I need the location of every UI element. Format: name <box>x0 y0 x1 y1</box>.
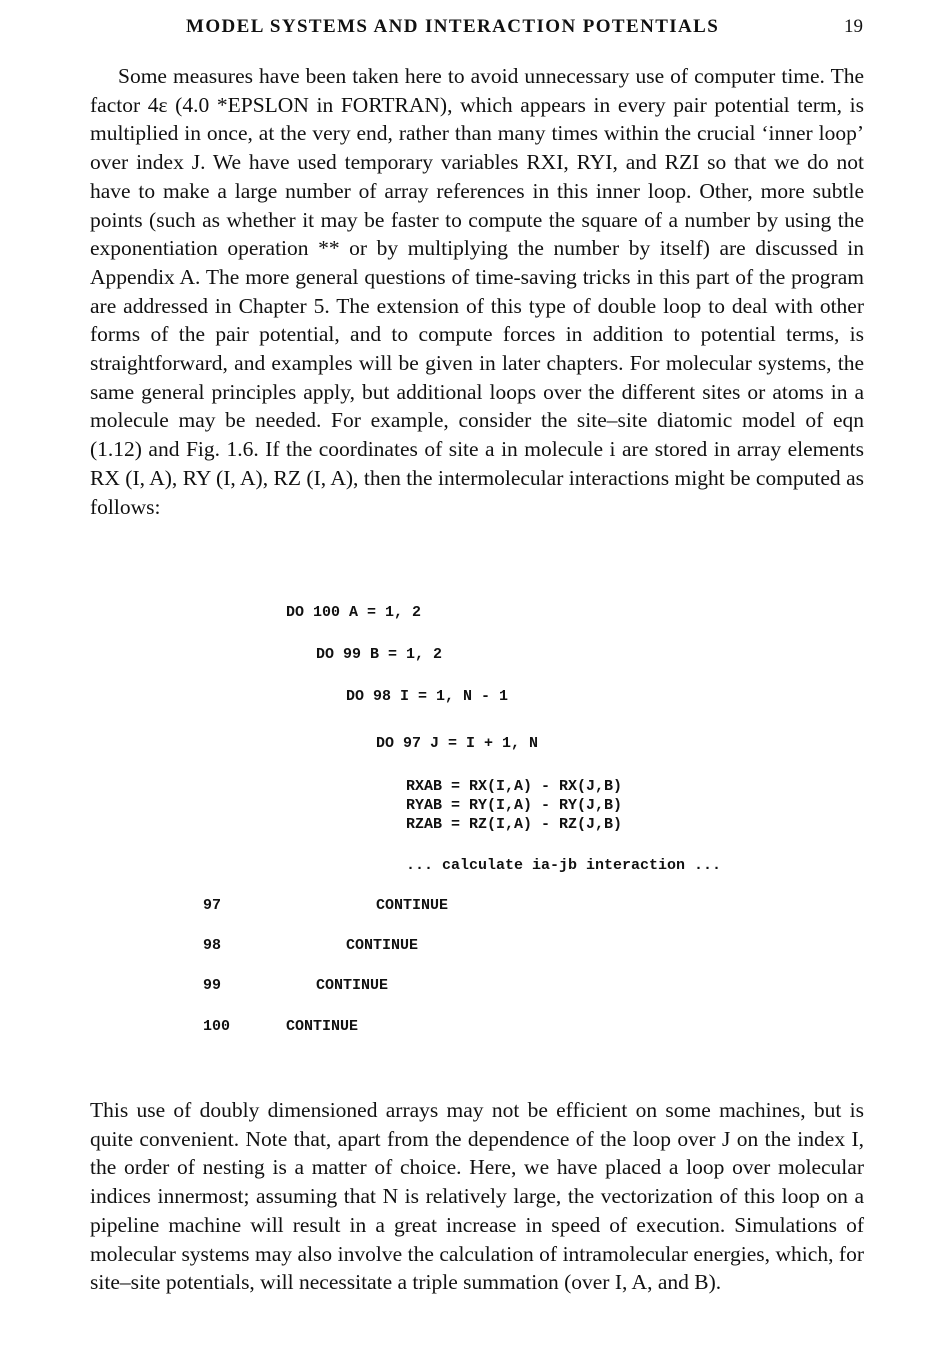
code-line-do-97: DO 97 J = I + 1, N <box>376 735 539 752</box>
code-line-ryab: RYAB = RY(I,A) - RY(J,B) <box>406 797 623 814</box>
code-line-do-100: DO 100 A = 1, 2 <box>286 604 422 621</box>
page-number: 19 <box>844 16 863 37</box>
code-line-continue-98: CONTINUE <box>346 937 419 954</box>
statement-label-99: 99 <box>203 977 222 994</box>
code-line-rxab: RXAB = RX(I,A) - RX(J,B) <box>406 778 623 795</box>
statement-label-100: 100 <box>203 1018 231 1035</box>
code-line-continue-100: CONTINUE <box>286 1018 359 1035</box>
statement-label-97: 97 <box>203 897 222 914</box>
body-paragraph-1: Some measures have been taken here to avoid unnecessary use of computer time. The factor 4ε (4.0 *EPSLON in FORTRAN), which appears in every pair potential term, is multiplied in once, at the very end, rather than many times within the crucial ‘inner loop’ over index J. We have used temporary variables RXI, RYI, and RZI so that we do not have to make a large number of array references in this inner loop. Other, more subtle points (such as whether it may be faster to compute the square of a number by using the exponentiation operation ** or by multiplying the number by itself) are discussed in Appendix A. The more general questions of time-saving tricks in this part of the program are addressed in Chapter 5. The extension of this type of double loop to deal with other forms of the pair potential, and to compute forces in addition to potential terms, is straightforward, and examples will be given in later chapters. For molecular systems, the same general principles apply, but additional loops over the different sites or atoms in a molecule may be needed. For example, consider the site–site diatomic model of eqn (1.12) and Fig. 1.6. If the coordinates of site a in molecule i are stored in array elements RX (I, A), RY (I, A), RZ (I, A), then the intermolecular interactions might be computed as follows: <box>90 64 864 519</box>
statement-label-98: 98 <box>203 937 222 954</box>
code-line-continue-97: CONTINUE <box>376 897 449 914</box>
code-line-continue-99: CONTINUE <box>316 977 389 994</box>
body-paragraph-2: This use of doubly dimensioned arrays may not be efficient on some machines, but is quite convenient. Note that, apart from the dependence of the loop over J on the index I, the order of nesting is a matter of choice. Here, we have placed a loop over molecular indices innermost; assuming that N is relatively large, the vectorization of this loop on a pipeline machine will result in a great increase in speed of execution. Simulations of molecular systems may also involve the calculation of intramolecular energies, which, for site–site potentials, will necessitate a triple summation (over I, A, and B). <box>90 1098 864 1295</box>
code-line-comment: ... calculate ia-jb interaction ... <box>406 857 722 874</box>
running-title: MODEL SYSTEMS AND INTERACTION POTENTIALS <box>186 16 720 37</box>
code-line-do-99: DO 99 B = 1, 2 <box>316 646 443 663</box>
page-header <box>0 14 952 44</box>
code-line-do-98: DO 98 I = 1, N - 1 <box>346 688 509 705</box>
code-line-rzab: RZAB = RZ(I,A) - RZ(J,B) <box>406 816 623 833</box>
